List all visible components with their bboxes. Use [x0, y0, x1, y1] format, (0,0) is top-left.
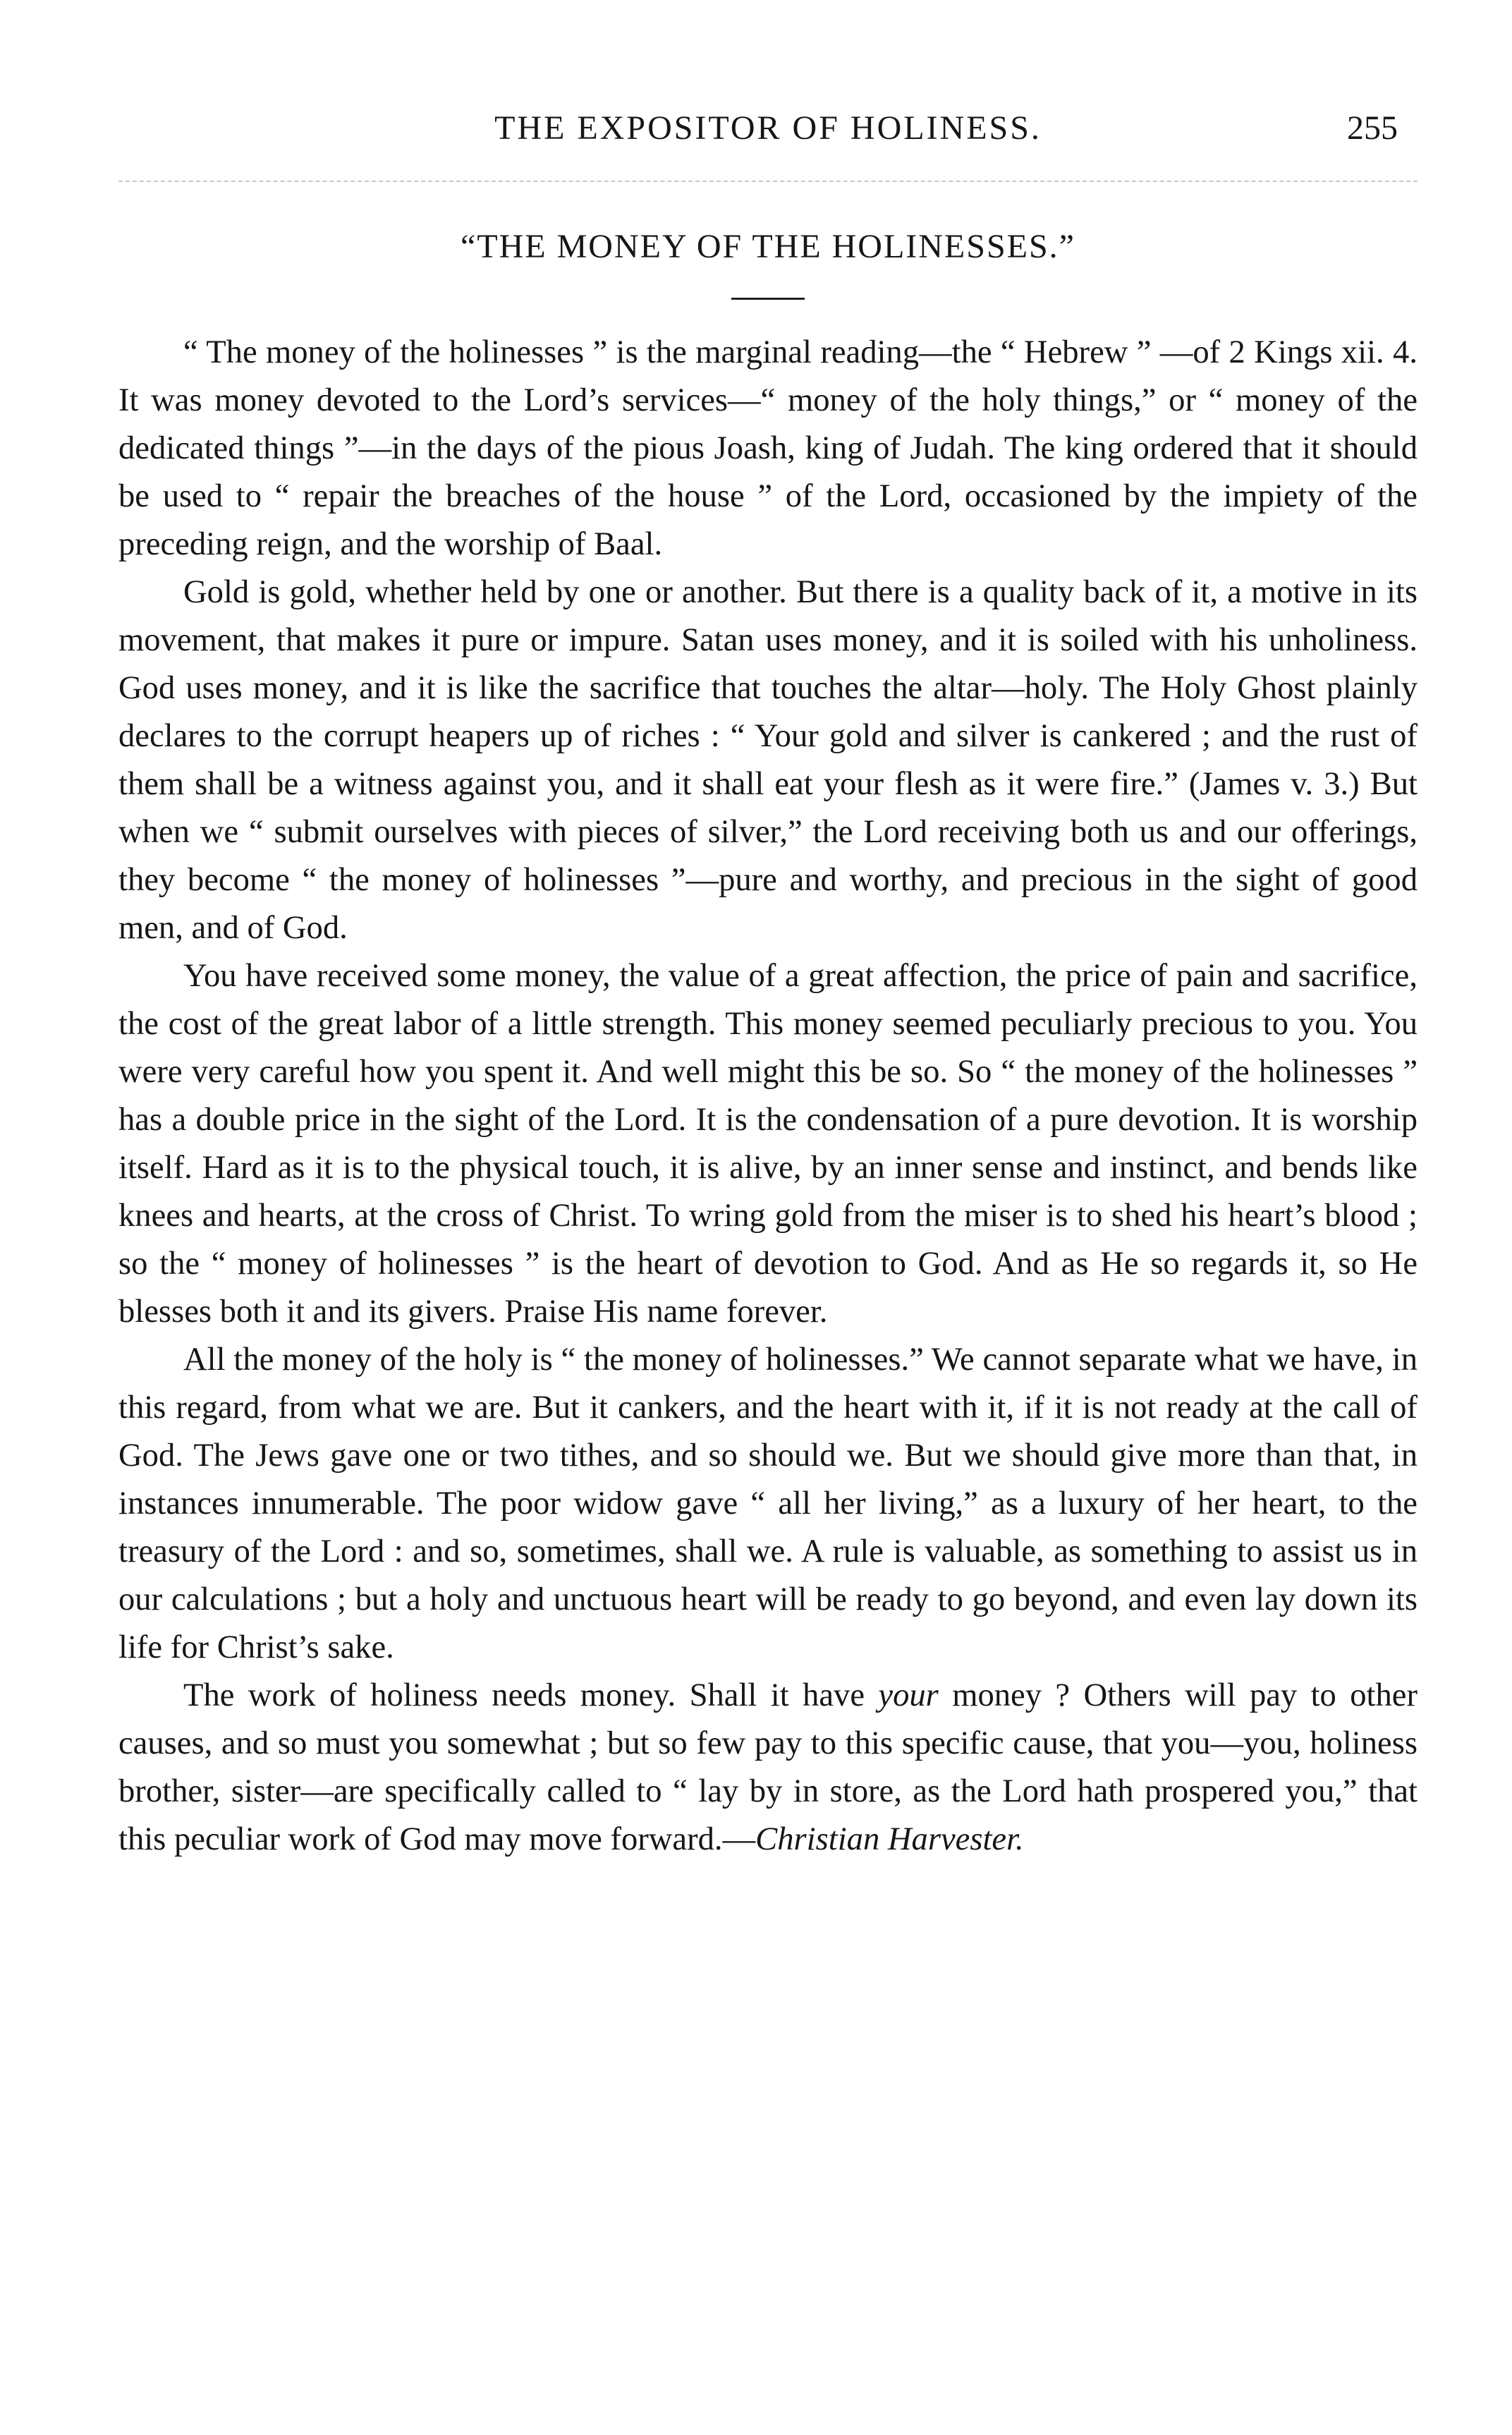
emphasis-your: your	[878, 1677, 939, 1713]
paragraph-2: Gold is gold, whether held by one or another. But there is a quality back of it, a motive in its movement, that makes it pure or impure. Satan uses money, and it is soiled with his unholiness. God uses money, and it is like the sacrifice that touches the altar—holy. The Holy Ghost plainly declares to the corrupt heapers up of riches : “ Your gold and silver is cankered ; and the rust of them shall be a witness against you, and it shall eat your flesh as it were fire.” (James v. 3.) But when we “ submit ourselves with pieces of silver,” the Lord receiving both us and our offerings, they become “ the money of holinesses ”—pure and worthy, and precious in the sight of good men, and of God.	[118, 573, 1418, 946]
paragraph-5-text-end: money ? Others will pay to other causes, and so must you somewhat ; but so few pay to this specific cause, that you—you, holiness brother, sister—are specifically called to “ lay by in store, as the Lord hath prospered you,” that this peculiar work of God may move forward.—	[118, 1677, 1418, 1857]
article-title: “THE MONEY OF THE HOLINESSES.”	[461, 228, 1075, 265]
paragraph-5	[118, 1671, 1418, 1863]
page	[118, 106, 1418, 1863]
paragraph-5-text-start: The work of holiness needs money. Shall it have	[183, 1677, 879, 1713]
paragraph-3: You have received some money, the value of a great affection, the price of pain and sacrifice, the cost of the great labor of a little strength. This money seemed peculiarly precious to you. You were very careful how you spent it. And well might this be so. So “ the money of the holinesses ” has a double price in the sight of the Lord. It is the condensation of a pure devotion. It is worship itself. Hard as it is to the physical touch, it is alive, by an inner sense and instinct, and bends like knees and hearts, at the cross of Christ. To wring gold from the miser is to shed his heart’s blood ; so the “ money of holinesses ” is the heart of devotion to God. And as He so regards it, so He blesses both it and its givers. Praise His name forever.	[118, 957, 1418, 1330]
paragraph-1: “ The money of the holinesses ” is the marginal reading—the “ Hebrew ” —of 2 Kings xii. 4. It was money devoted to the Lord’s services—“ money of the holy things,” or “ money of the dedicated things ”—in the days of the pious Joash, king of Judah. The king ordered that it should be used to “ repair the breaches of the house ” of the Lord, occasioned by the impiety of the preceding reign, and the worship of Baal.	[118, 334, 1418, 562]
running-head	[118, 106, 1418, 151]
paragraph-4: All the money of the holy is “ the money of holinesses.” We cannot separate what we have, in this regard, from what we are. But it cankers, and the heart with it, if it is not ready at the call of God. The Jews gave one or two tithes, and so should we. But we should give more than that, in instances innumerable. The poor widow gave “ all her living,” as a luxury of her heart, to the treasury of the Lord : and so, sometimes, shall we. A rule is valuable, as something to assist us in our calculations ; but a holy and unctuous heart will be ready to go beyond, and even lay down its life for Christ’s sake.	[118, 1341, 1418, 1665]
article-body	[118, 328, 1418, 1863]
page-number: 255	[1347, 109, 1398, 147]
title-rule	[731, 298, 805, 300]
header-divider	[118, 181, 1418, 182]
running-title: THE EXPOSITOR OF HOLINESS.	[494, 109, 1042, 147]
source-attribution: Christian Harvester.	[755, 1821, 1024, 1857]
